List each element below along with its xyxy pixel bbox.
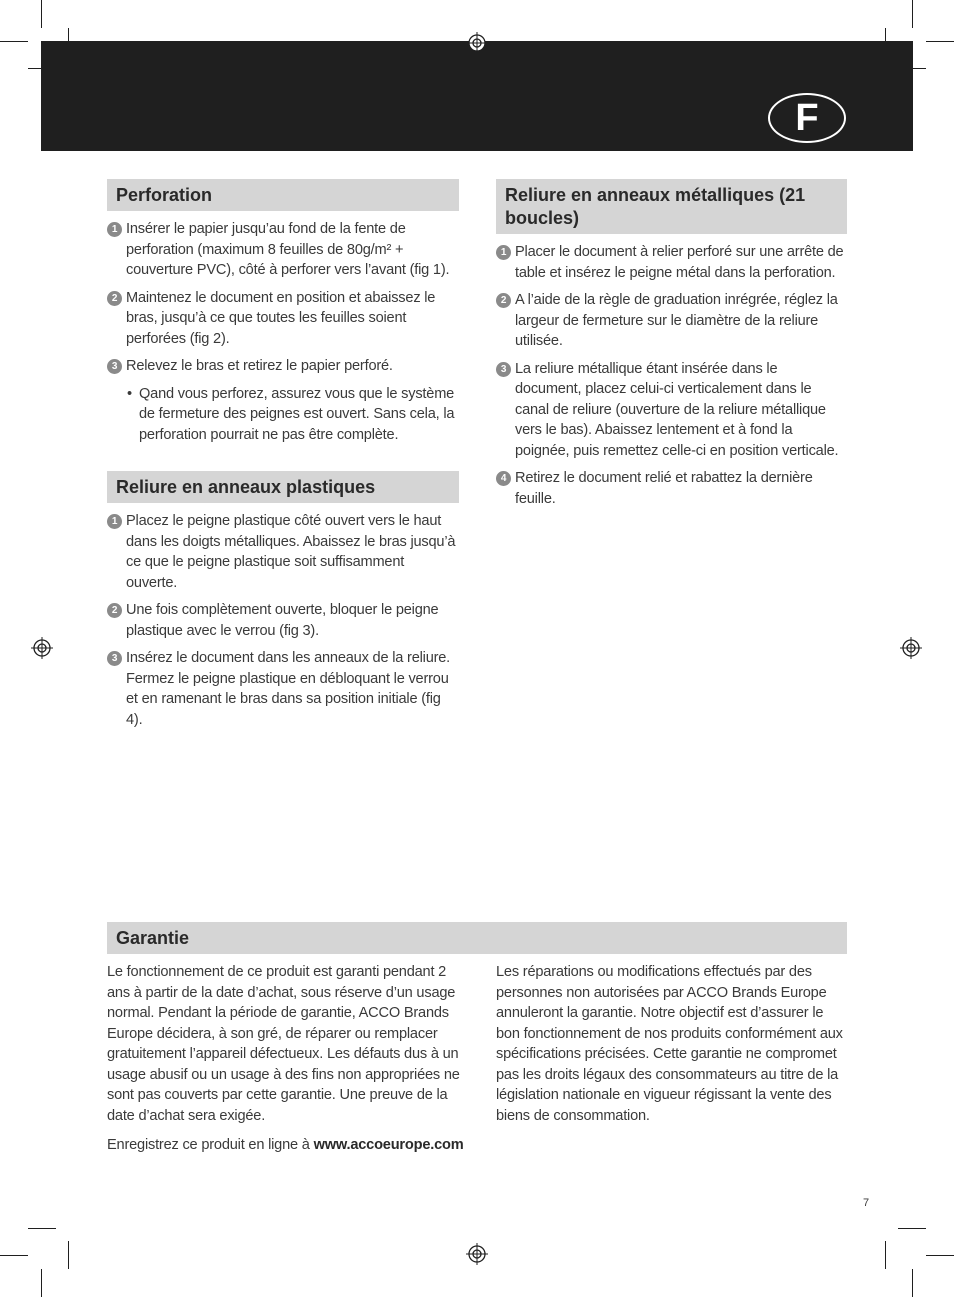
crop-mark [28, 1228, 56, 1229]
step-text: Une fois complètement ouverte, bloquer le peigne plastique avec le verrou (fig 3). [126, 602, 439, 639]
language-badge: F [768, 93, 846, 143]
crop-mark [41, 0, 42, 28]
website-link[interactable]: www.accoeurope.com [313, 1137, 464, 1153]
step-text: Insérer le papier jusqu’au fond de la fente de perforation (maximum 8 feuilles de 80g/m² + couverture PVC), côté à perforer vers l’avant (fig 1). [126, 221, 450, 278]
perforation-note [107, 384, 459, 446]
metal-step [496, 468, 847, 509]
crop-mark [898, 1228, 926, 1229]
register-text: Enregistrez ce produit en ligne à [107, 1137, 314, 1153]
page-number: 7 [863, 1197, 870, 1209]
crop-mark [912, 0, 913, 28]
step-text: Retirez le document relié et rabattez la dernière feuille. [515, 470, 813, 507]
metal-step [496, 359, 847, 462]
perforation-step [107, 356, 459, 377]
left-column [107, 179, 459, 737]
step-number-badge: 3 [496, 362, 511, 377]
metal-step [496, 242, 847, 283]
step-number-badge: 2 [107, 291, 122, 306]
step-text: Insérez le document dans les anneaux de la reliure. Fermez le peigne plastique en débloquant le verrou et en ramenant le bras dans sa position initiale (fig 4). [126, 650, 451, 728]
crop-mark [885, 1241, 886, 1269]
crop-mark [0, 1255, 28, 1256]
perforation-step [107, 219, 459, 281]
metal-step [496, 290, 847, 352]
warranty-paragraph: Le fonctionnement de ce produit est garanti pendant 2 ans à partir de la date d’achat, sous réserve d’un usage normal. Pendant la période de garantie, ACCO Brands Europe décidera, à son gré, de réparer ou remplacer gratuitement l’appareil défectueux. Les défauts dus à un usage abusif ou un usage à des fins non appropriées ne sont pas couverts par cette garantie. Une preuve de la date d’achat sera exigée. [107, 964, 460, 1124]
registration-mark-icon [900, 637, 922, 659]
plastic-step [107, 600, 459, 641]
step-number-badge: 1 [107, 514, 122, 529]
plastic-step [107, 648, 459, 730]
step-number-badge: 1 [496, 245, 511, 260]
metal-binding-heading: Reliure en anneaux métalliques (21 boucles) [496, 179, 847, 234]
bullet-icon: • [127, 385, 132, 402]
step-number-badge: 2 [496, 293, 511, 308]
crop-mark [0, 41, 28, 42]
step-text: La reliure métallique étant insérée dans le document, placez celui-ci verticalement dans le canal de reliure (ouverture de la reliure métallique vers le bas). Abaissez lentement et à fond la poignée, puis remettez celle-ci en position verticale. [515, 360, 839, 459]
warranty-section [107, 922, 847, 1153]
perforation-heading: Perforation [107, 179, 459, 211]
crop-mark [926, 41, 954, 42]
step-text: Placer le document à relier perforé sur une arrête de table et insérez le peigne métal dans la perforation. [515, 244, 844, 281]
warranty-paragraph: Les réparations ou modifications effectués par des personnes non autorisées par ACCO Brands Europe annuleront la garantie. Notre objectif est d’assurer le bon fonctionnement de nos produits conformément aux spécifications précisées. Cette garantie ne compromet pas les droits légaux des consommateurs au titre de la législation nationale en vigueur régissant la vente des biens de consommation. [496, 964, 843, 1124]
step-number-badge: 4 [496, 471, 511, 486]
step-number-badge: 3 [107, 651, 122, 666]
registration-mark-icon [31, 637, 53, 659]
right-column [496, 179, 847, 516]
step-number-badge: 1 [107, 222, 122, 237]
step-text: Placez le peigne plastique côté ouvert vers le haut dans les doigts métalliques. Abaissez le bras jusqu’à ce que le peigne plastique soit suffisamment ouverte. [126, 513, 456, 591]
plastic-step [107, 511, 459, 593]
crop-mark [68, 1241, 69, 1269]
registration-mark-icon [466, 1243, 488, 1265]
step-number-badge: 2 [107, 603, 122, 618]
step-text: A l’aide de la règle de graduation inrégrée, réglez la largeur de fermeture sur le diamètre de la reliure utilisée. [515, 292, 838, 349]
crop-mark [926, 1255, 954, 1256]
step-text: Relevez le bras et retirez le papier perforé. [126, 358, 393, 374]
perforation-step [107, 288, 459, 350]
crop-mark [912, 1269, 913, 1297]
plastic-binding-heading: Reliure en anneaux plastiques [107, 471, 459, 503]
register-line [107, 1135, 487, 1156]
crop-mark [41, 1269, 42, 1297]
warranty-heading: Garantie [107, 922, 847, 954]
step-text: Maintenez le document en position et abaissez le bras, jusqu’à ce que toutes les feuilles soient perforées (fig 2). [126, 289, 436, 347]
note-text: Qand vous perforez, assurez vous que le système de fermeture des peignes est ouvert. Sans cela, la perforation pourrait ne pas être complète. [139, 385, 455, 443]
step-number-badge: 3 [107, 359, 122, 374]
registration-mark-icon [466, 32, 488, 54]
